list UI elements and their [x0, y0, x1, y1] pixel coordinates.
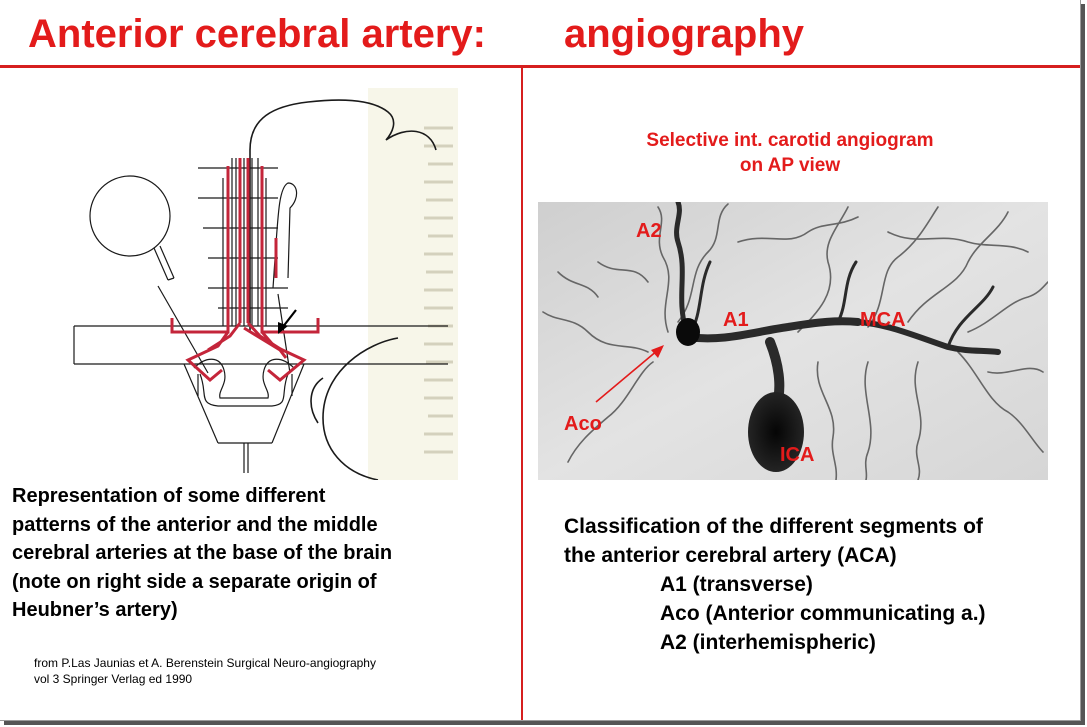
label-mca: MCA [860, 309, 906, 331]
slide-title [0, 0, 1080, 66]
segment-aco: Aco (Anterior communicating a.) [660, 602, 986, 625]
segment-a2: A2 (interhemispheric) [660, 631, 876, 654]
aco-aneurysm-blush [676, 318, 700, 346]
column-divider [521, 68, 523, 720]
title-text: Anterior cerebral artery: [28, 12, 486, 56]
source-credit: from P.Las Jaunias et A. Berenstein Surgical Neuro-angiography vol 3 Springer Verlag ed 1990 [34, 656, 376, 686]
segment-a1: A1 (transverse) [660, 573, 813, 596]
label-ica: ICA [780, 444, 815, 466]
diagram-caption: Representation of some different patterns of the anterior and the middle cerebral arteries at the base of the brain (note on right side a separate origin of Heubner’s artery) [12, 485, 393, 621]
title-divider [0, 65, 1080, 68]
angiogram-image [538, 202, 1048, 480]
angiogram-title: Selective int. carotid angiogram on AP view [646, 130, 934, 176]
label-aco: Aco [564, 413, 602, 435]
title-subject: angiography [564, 12, 805, 56]
classification-line-2: the anterior cerebral artery (ACA) [564, 544, 897, 567]
artery-pattern-diagram [68, 88, 458, 480]
segment-classification [564, 512, 1074, 657]
label-a1: A1 [723, 309, 749, 331]
label-a2: A2 [636, 220, 662, 242]
classification-line-1: Classification of the different segments of [564, 515, 983, 538]
